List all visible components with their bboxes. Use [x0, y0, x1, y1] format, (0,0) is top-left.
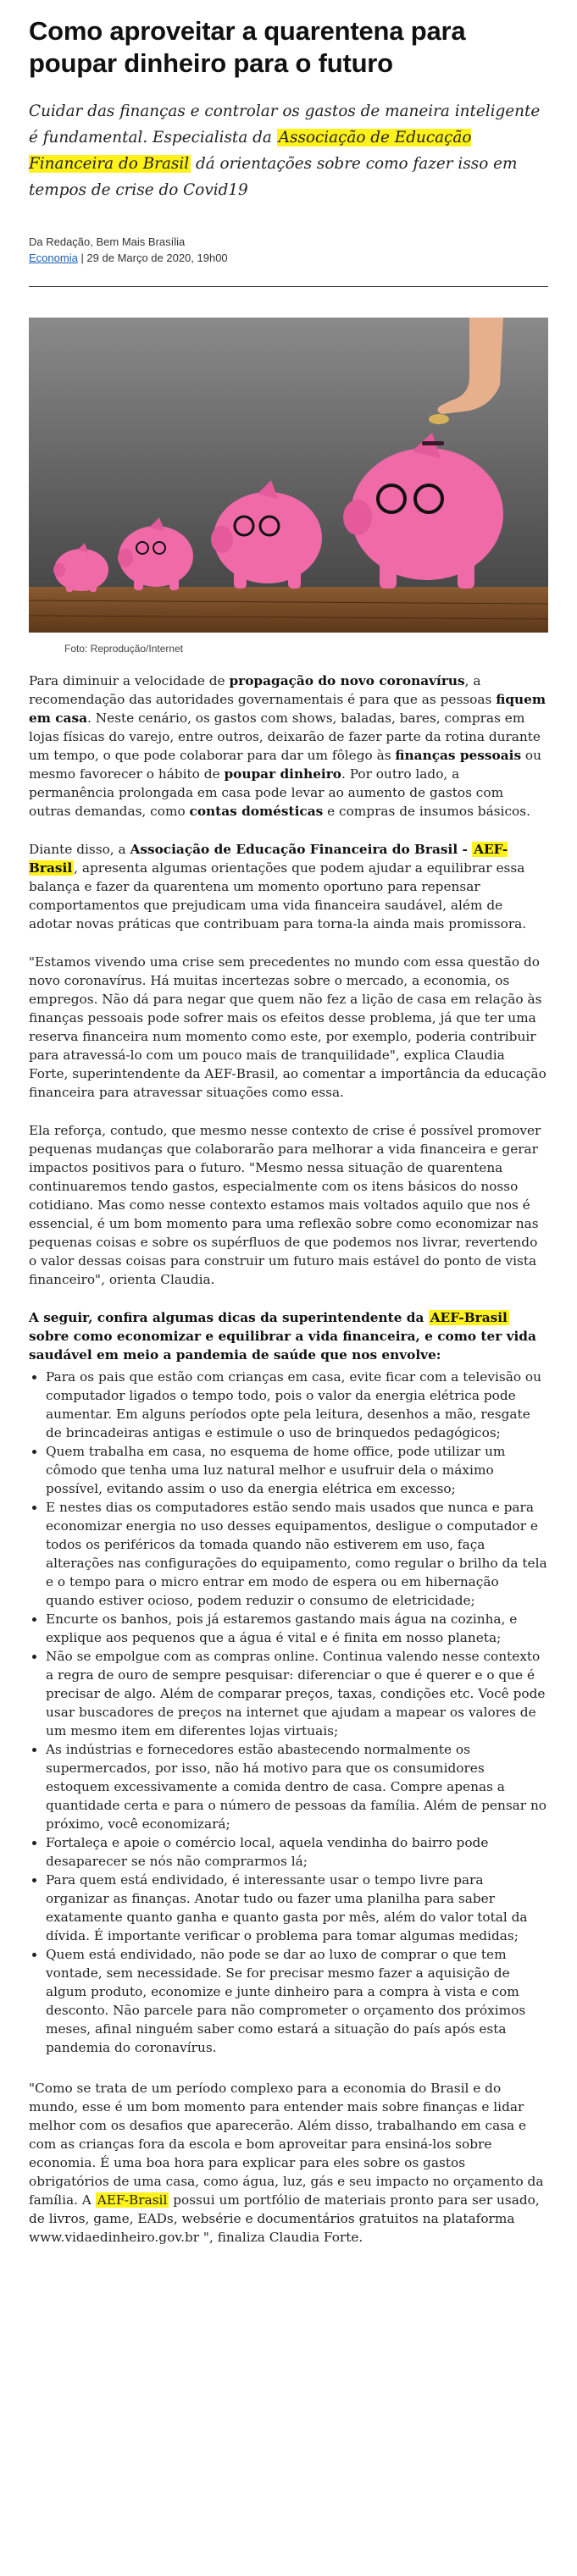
piggy-banks-image — [29, 318, 548, 633]
category-link[interactable]: Economia — [29, 252, 78, 264]
lead-text: Cuidar das finanças e controlar os gastos de maneira inteligente é fundamental. Especialista da — [29, 102, 541, 146]
list-item: • Para quem está endividado, é interessante usar o tempo livre para organizar as finanças. Anotar tudo ou fazer uma planilha para saber exatamente quanto ganha e quanto gasta por mês, além do valor total da dívida. É importante verificar o problema para tomar algumas medidas; — [46, 1871, 548, 1945]
article-photo — [29, 318, 548, 655]
aef-highlight: AEF-Brasil — [29, 842, 508, 876]
list-item: • Encurte os banhos, pois já estaremos gastando mais água na cozinha, e explique aos pequenos que a água é vital e é finita em nosso planeta; — [46, 1610, 548, 1647]
publish-date: | 29 de Março de 2020, 19h00 — [80, 252, 228, 264]
paragraph-1: Para diminuir a velocidade de propagação do novo coronavírus, a recomendação das autoridades governamentais é para que as pessoas fiquem em casa. Neste cenário, os gastos com shows, baladas, bares, compras em lojas físicas do varejo, entre outros, deixarão de fazer parte da rotina durante um tempo, o que pode colaborar para dar um fôlego às finanças pessoais ou mesmo favorecer o hábito de poupar dinheiro. Por outro lado, a permanência prolongada em casa pode levar ao aumento de gastos com outras demandas, como contas domésticas e compras de insumos básicos. — [29, 673, 546, 819]
list-item: • Fortaleça e apoie o comércio local, aquela vendinha do bairro pode desaparecer se nós não comprarmos lá; — [46, 1833, 548, 1871]
photo-credit: Foto: Reprodução/Internet — [64, 643, 184, 655]
category-date — [29, 250, 548, 266]
tips-intro: A seguir, confira algumas dicas da superintendente da AEF-Brasil sobre como economizar e equilibrar a vida financeira, e como ter vida saudável em meio a pandemia de saúde que nos envolve: — [29, 1310, 536, 1363]
list-item: • As indústrias e fornecedores estão abastecendo normalmente os supermercados, por isso, não há motivo para que os consumidores estoquem excessivamente a comida dentro de casa. Compre apenas a quantidade certa e para o número de pessoas da família. Além de pensar no próximo, você economizará; — [46, 1740, 548, 1833]
article-lead — [29, 98, 548, 203]
paragraph-5: "Como se trata de um período complexo para a economia do Brasil e do mundo, esse é um bom momento para entender mais sobre finanças e lidar melhor com os desafios que aparecerão. Além disso, trabalhando em casa e com as crianças fora da escola e bom aproveitar para ensiná-los sobre economia. É uma boa hora para explicar para eles sobre os gastos obrigatórios de uma casa, como água, luz, gás e seu impacto no orçamento da família. A AEF-Brasil possui um portfólio de materiais pronto para ser usado, de livros, game, EADs, websérie e documentários gratuitos na plataforma www.vidaedinheiro.gov.br ", finaliza Claudia Forte. — [29, 2081, 544, 2245]
list-item: • Para os pais que estão com crianças em casa, evite ficar com a televisão ou computador ligados o tempo todo, pois o valor da energia elétrica pode aumentar. Em alguns períodos opte pela leitura, desenhos a mão, resgate de brincadeiras antigas e estimule o uso de brinquedos pedagógicos; — [46, 1368, 548, 1442]
article-meta — [29, 234, 548, 266]
aef-highlight: AEF-Brasil — [97, 2192, 168, 2208]
lead-text-end: dá orientações sobre como fazer isso em tempos de crise do Covid19 — [29, 155, 518, 199]
list-item: • E nestes dias os computadores estão sendo mais usados que nunca e para economizar energia no uso desses equipamentos, desligue o computador e todos os periféricos da tomada quando não estiverem em uso, faça alterações nas configurações do equipamento, como regular o brilho da tela e o tempo para o micro entrar em modo de espera ou em hibernação quando estiver ocioso, podem reduzir o consumo de eletricidade; — [46, 1498, 548, 1610]
article-body — [0, 672, 577, 2247]
paragraph-4: Ela reforça, contudo, que mesmo nesse contexto de crise é possível promover pequenas mudanças que colaborarão para melhorar a vida financeira e gerar impactos positivos para o futuro. "Mesmo nessa situação de quarentena continuaremos tendo gastos, especialmente com os itens básicos do nosso cotidiano. Mas como nesse contexto estamos mais voltados aquilo que nos é essencial, é um bom momento para uma reflexão sobre como economizar nas pequenas coisas e sobre os supérfluos de que podemos nos livrar, revertendo o valor dessas coisas para construir um futuro mais estável do ponto de vista financeiro", orienta Claudia. — [29, 1123, 541, 1287]
list-item: • Não se empolgue com as compras online. Continua valendo nesse contexto a regra de ouro de sempre pesquisar: diferenciar o que é querer e o que é precisar de algo. Além de comparar preços, taxas, condições etc. Você pode usar buscadores de preços na internet que ajudam a mapear os valores de um mesmo item em diferentes lojas virtuais; — [46, 1647, 548, 1740]
lead-highlight: Associação de Educação Financeira do Brasil — [29, 129, 472, 173]
paragraph-2: Diante disso, a Associação de Educação Financeira do Brasil - AEF-Brasil , apresenta algumas orientações que podem ajudar a equilibrar essa balança e fazer da quarentena um momento oportuno para repensar comportamentos que prejudicam uma vida financeira saudável, além de adotar novas práticas que contribuam para torna-la ainda mais promissora. — [29, 842, 527, 931]
byline: Da Redação, Bem Mais Brasília — [29, 235, 186, 248]
aef-highlight: AEF-Brasil — [430, 1310, 508, 1325]
tips-list — [29, 1368, 548, 2057]
divider — [29, 286, 548, 287]
list-item: • Quem está endividado, não pode se dar ao luxo de comprar o que tem vontade, sem necessidade. Se for precisar mesmo fazer a aquisição de algum produto, economize e junte dinheiro para a compra à vista e com desconto. Não parcele para não comprometer o orçamento dos próximos meses, afinal ninguém saber como estará a situação do país após esta pandemia do coronavírus. — [46, 1945, 548, 2057]
list-item: • Quem trabalha em casa, no esquema de home office, pode utilizar um cômodo que tenha uma luz natural melhor e usufruir dela o máximo possível, evitando assim o uso da energia elétrica em excesso; — [46, 1442, 548, 1498]
article-title: Como aproveitar a quarentena para poupar dinheiro para o futuro — [29, 16, 466, 78]
paragraph-3: "Estamos vivendo uma crise sem precedentes no mundo com essa questão do novo coronavírus. Há muitas incertezas sobre o mercado, a economia, os empregos. Não dá para negar que quem não fez a lição de casa em relação às finanças pessoais pode sofrer mais os efeitos desse problema, já que ter uma reserva financeira num momento como este, por exemplo, poderia contribuir para atravessá-lo com um pouco mais de tranquilidade", explica Claudia Forte, superintendente da AEF-Brasil, ao comentar a importância da educação financeira para atravessar situações como essa. — [29, 954, 546, 1100]
